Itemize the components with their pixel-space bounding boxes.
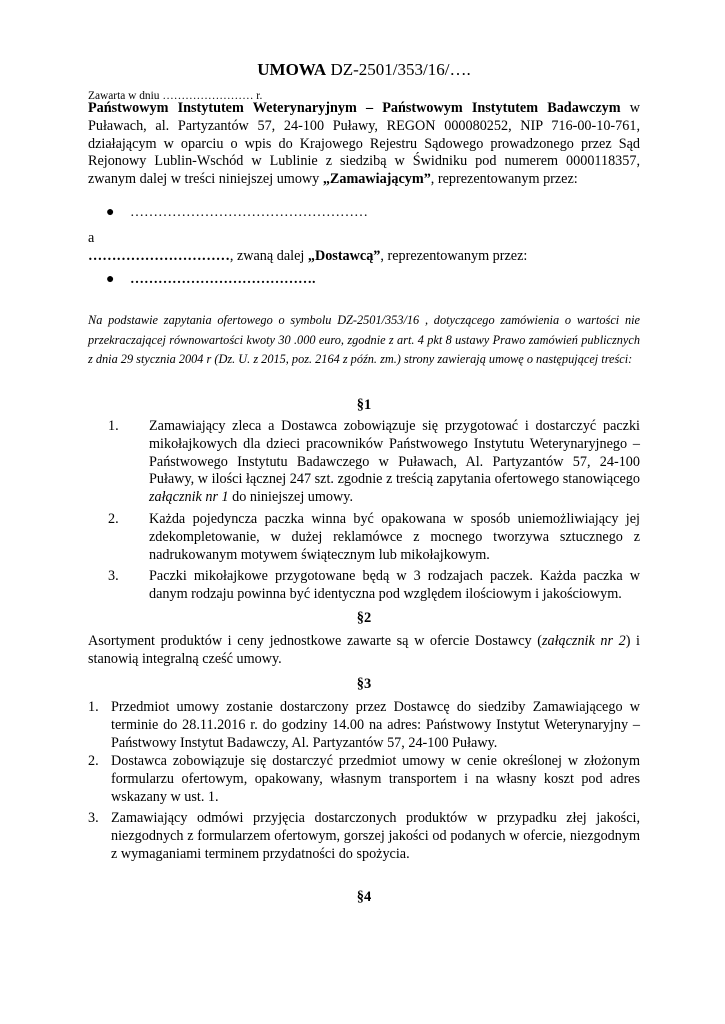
- section-3-heading: §3: [356, 676, 372, 692]
- title-number: DZ-2501/353/16/….: [326, 60, 471, 79]
- s3-item-2-num: 2.: [88, 753, 99, 769]
- s1-item-1-text: [149, 418, 640, 507]
- s1-item-1-num: 1.: [108, 418, 119, 434]
- zamawiajacy-label: „Zamawiającym”: [322, 171, 431, 188]
- s1-item-1-text-b: do niniejszej umowy.: [228, 489, 353, 506]
- s1-item-2-num: 2.: [108, 511, 119, 527]
- conjunction-a: a: [88, 230, 95, 246]
- s1-item-3-text: Paczki mikołajkowe przygotowane będą w 3 rodzajach paczek. Każda paczka w danym rodzaju powinna być identyczna pod względem ilościowym i jakościowym.: [149, 568, 640, 602]
- represented2-label: , reprezentowanym przez:: [380, 248, 528, 264]
- s2-attachment: załącznik nr 2: [541, 633, 626, 649]
- represented-label: , reprezentowanym przez:: [430, 171, 578, 188]
- s1-item-3-num: 3.: [108, 568, 119, 584]
- s3-item-1-text: Przedmiot umowy zostanie dostarczony przez Dostawcę do siedziby Zamawiającego w terminie do 28.11.2016 r. do godziny 14.00 na adres: Państwowy Instytut Weterynaryjny – Państwowy Instytut Badawczy, Al. Partyzantów 57, 24-100 Puławy.: [111, 699, 640, 751]
- party-details: w Puławach, al. Partyzantów 57, 24-100 Puławy, REGON 000080252, NIP 716-00-10-761, działającym w oparciu o wpis do Krajowego Rejestru Sądowego prowadzonego przez Sąd Rejonowy Lublin-Wschód w Lublinie z siedzibą w Świdniku pod numerem 0000118357, zwanym dalej w treści niniejszej umowy: [88, 100, 640, 188]
- preamble: Na podstawie zapytania ofertowego o symbolu DZ-2501/353/16 , dotyczącego zamówienia o wartości nie przekraczającej równowartości kwoty 30 .000 euro, zgodnie z art. 4 pkt 8 ustawy Prawo zamówień publicznych z dnia 29 stycznia 2004 r (Dz. U. z 2015, poz. 2164 z późn. zm.) strony zawierają umowę o następującej treści:: [88, 313, 640, 367]
- zawarta-line: Zawarta w dniu …………………… r.: [88, 90, 263, 102]
- title-bold: UMOWA: [257, 60, 327, 79]
- s1-item-1: [108, 418, 640, 507]
- s3-item-2-text: Dostawca zobowiązuje się dostarczyć przedmiot umowy w cenie określonej w złożonym formularzu ofertowym, opakowany, własnym transportem i na własny koszt pod adres wskazany w ust. 1.: [111, 753, 640, 805]
- s3-item-2: [88, 753, 640, 806]
- representative-zamawiajacy: ……………………………………………: [130, 205, 368, 220]
- s1-item-2: [108, 511, 640, 564]
- section-2-heading: §2: [356, 610, 372, 626]
- s3-item-1: [88, 699, 640, 752]
- s3-item-3-text: Zamawiający odmówi przyjęcia dostarczonych produktów w przypadku złej jakości, niezgodnych z formularzem ofertowym, gorszej jakości od podanych w ofercie, niezgodnym z wymaganiami terminem przydatności do spożycia.: [111, 810, 640, 862]
- section-4-heading: §4: [356, 889, 372, 905]
- s1-item-1-attachment: załącznik nr 1: [149, 489, 229, 506]
- s1-item-2-text: Każda pojedyncza paczka winna być opakowana w sposób uniemożliwiający jej zdekompletowanie, w dużej reklamówce z mocnego tworzywa sztucznego z nadrukowanym motywem świątecznym lub mikołajkowym.: [149, 511, 640, 563]
- s1-item-1-text-a: Zamawiający zleca a Dostawca zobowiązuje się przygotować i dostarczyć paczki mikołajkowych dla dzieci pracowników Państwowego Instytutu Weterynaryjnego – Państwowego Instytutu Badawczego w Puławach, Al. Partyzantów 57, 24-100 Puławy, w ilości łącznej 247 szt. zgodnie z treścią zapytania ofertowego stanowiącego: [149, 418, 640, 488]
- s2-text: [88, 633, 640, 669]
- representative-dostawca: ………………………………….: [130, 272, 316, 287]
- party-zamawiajacy: [88, 100, 640, 189]
- party-dostawca: [88, 248, 640, 266]
- s3-item-3: [88, 810, 640, 863]
- s2-text-a: Asortyment produktów i ceny jednostkowe zawarte są w ofercie Dostawcy (: [88, 633, 542, 649]
- bullet-icon: ●: [106, 205, 115, 220]
- s3-item-3-num: 3.: [88, 810, 99, 826]
- party-name: Państwowym Instytutem Weterynaryjnym – Państwowym Instytutem Badawczym: [88, 100, 621, 116]
- section-1-heading: §1: [356, 397, 372, 413]
- zwana-text: , zwaną dalej: [229, 248, 308, 264]
- dostawca-label: „Dostawcą”: [307, 248, 381, 264]
- dostawca-dots: …………………………: [88, 248, 230, 264]
- s3-item-1-num: 1.: [88, 699, 99, 715]
- bullet-icon: ●: [106, 272, 115, 287]
- s2-text-b: ) i stanowią integralną cześć umowy.: [88, 633, 640, 667]
- contract-title: [88, 60, 640, 80]
- s1-item-3: [108, 568, 640, 604]
